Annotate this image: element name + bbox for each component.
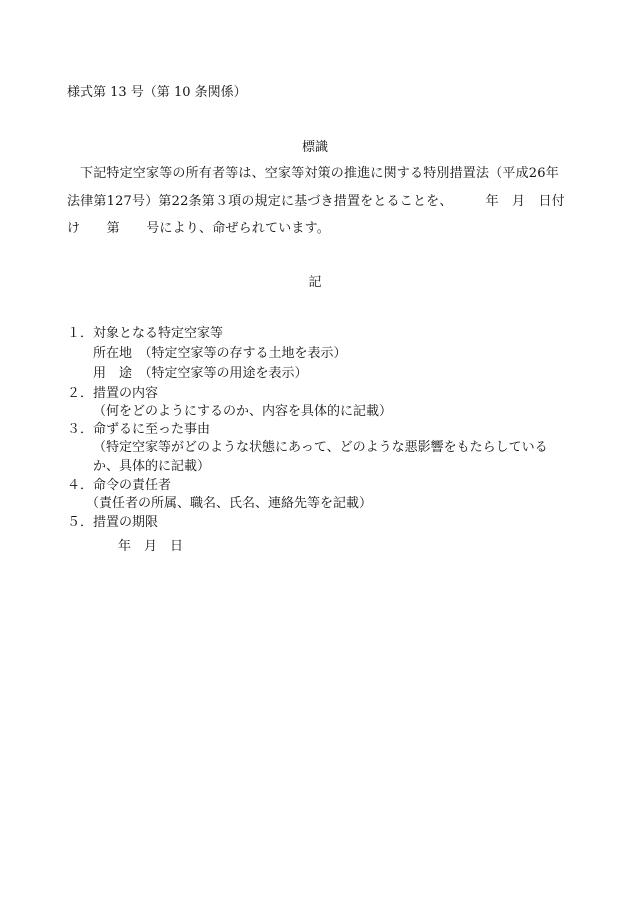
- intro-line-3: け 第 号により、命ぜられています。: [67, 221, 330, 236]
- intro-line-2: 法律第127号）第22条第３項の規定に基づき措置をとることを、 年 月 日付: [67, 194, 565, 209]
- item-4-detail: （責任者の所属、職名、氏名、連絡先等を記載）: [86, 496, 373, 511]
- sign-title: 標識: [301, 140, 328, 155]
- item-2-heading: ２．措置の内容: [67, 386, 159, 401]
- item-1-location: 所在地 （特定空家等の存する土地を表示）: [93, 346, 347, 361]
- item-3-heading: ３．命ずるに至った事由: [67, 422, 211, 437]
- item-3-detail-line-1: （特定空家等がどのような状態にあって、どのような悪影響をもたらしている: [93, 440, 548, 455]
- form-number-label: 様式第 13 号（第 10 条関係）: [67, 85, 247, 100]
- item-2-detail: （何をどのようにするのか、内容を具体的に記載）: [93, 404, 393, 419]
- item-5-heading: ５．措置の期限: [67, 515, 159, 530]
- item-4-heading: ４．命令の責任者: [67, 478, 172, 493]
- item-1-usage: 用 途 （特定空家等の用途を表示）: [93, 366, 308, 381]
- item-1-heading: １．対象となる特定空家等: [67, 326, 224, 341]
- item-3-detail-line-2: か、具体的に記載）: [93, 459, 211, 474]
- intro-line-1: 下記特定空家等の所有者等は、空家等対策の推進に関する特別措置法（平成26年: [80, 166, 559, 181]
- ki-heading: 記: [308, 275, 322, 290]
- item-5-date: 年 月 日: [118, 539, 184, 554]
